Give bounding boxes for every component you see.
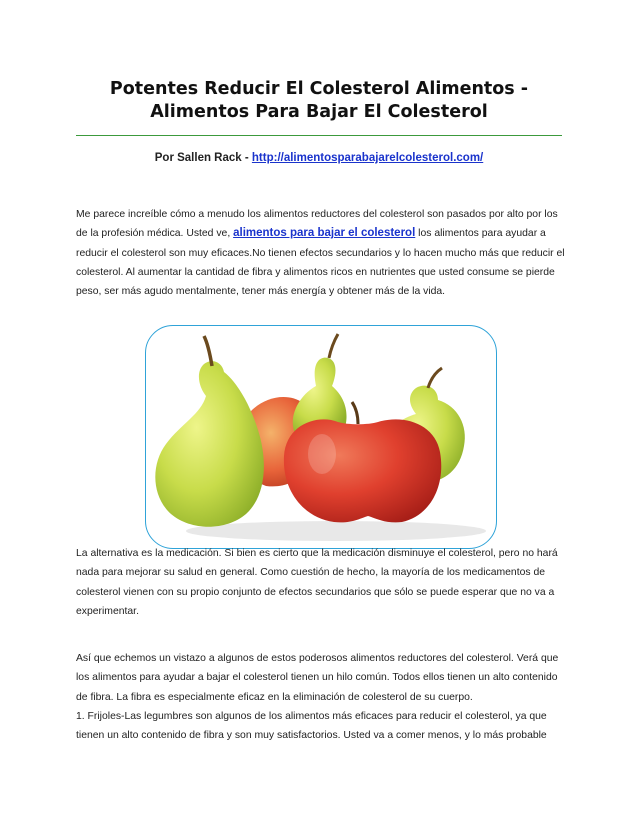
fruit-illustration bbox=[146, 326, 496, 548]
paragraph-intro-text-start: Me parece increíble cómo a menudo los alimentos reductores del colesterol son pasados por alto por los de la profesión médica. Usted ve, bbox=[76, 209, 558, 240]
paragraph-fiber: Así que echemos un vistazo a algunos de estos poderosos alimentos reductores del colesterol. Verá que los alimentos para ayudar a bajar el colesterol tienen un hilo común. Todos ellos tienen un alto contenido de fibra. La fibra es especialmente eficaz en la eliminación de colesterol de su cuerpo. bbox=[76, 653, 559, 703]
byline-url-link[interactable]: http://alimentosparabajarelcolesterol.com/ bbox=[251, 152, 484, 164]
byline bbox=[0, 152, 638, 164]
paragraph-intro bbox=[76, 205, 566, 301]
paragraph-intro-text-end: los alimentos para ayudar a reducir el colesterol son muy eficaces.No tienen efectos secundarios y lo hacen mucho más que reducir el colesterol. Al aumentar la cantidad de fibra y alimentos ricos en nutrientes que usted consume se pierde peso, ser más agudo mentalmente, tener más energía y obtener más de la vida. bbox=[76, 228, 565, 298]
paragraph-medication: La alternativa es la medicación. Si bien es cierto que la medicación disminuye el colesterol, pero no hará nada para mejorar su salud en general. Como cuestión de hecho, la mayoría de los medicamentos de colesterol vienen con su propio conjunto de efectos secundarios que sólo se puede esperar que no va a experimentar. bbox=[76, 548, 558, 617]
pears-and-apples-image bbox=[145, 325, 497, 549]
paragraph-beans: 1. Frijoles-Las legumbres son algunos de los alimentos más eficaces para reducir el colesterol, ya que tienen un alto contenido de fibra y son muy satisfactorios. Usted va a comer menos, y lo más probable bbox=[76, 711, 547, 742]
cholesterol-foods-link[interactable]: alimentos para bajar el colesterol bbox=[233, 227, 416, 240]
document-title: Potentes Reducir El Colesterol Alimentos - Alimentos Para Bajar El Colesterol bbox=[109, 79, 529, 122]
title-divider bbox=[76, 135, 562, 136]
byline-author: Por Sallen Rack - bbox=[154, 152, 252, 164]
